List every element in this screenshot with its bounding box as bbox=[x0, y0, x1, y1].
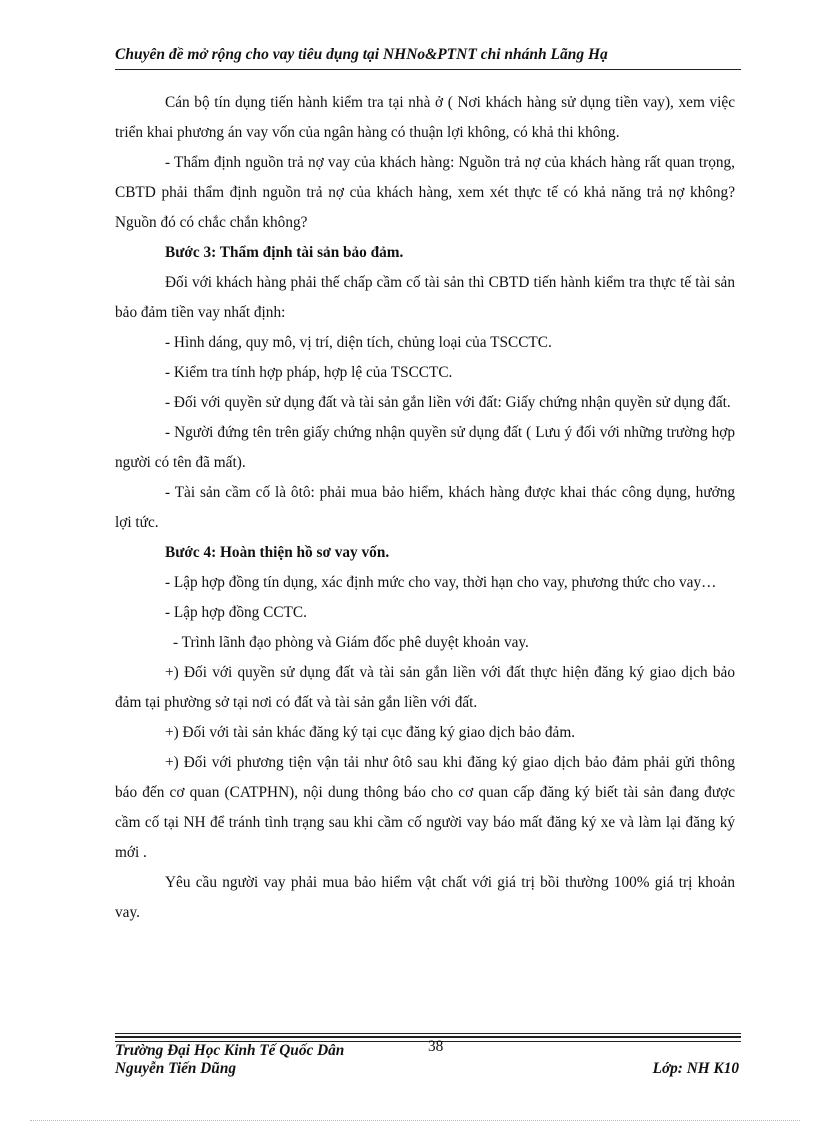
list-item: - Trình lãnh đạo phòng và Giám đốc phê duyệt khoản vay. bbox=[173, 634, 529, 651]
page-number: 38 bbox=[428, 1038, 444, 1055]
footer-author: Nguyễn Tiến Dũng bbox=[115, 1060, 236, 1077]
paragraph: - Thẩm định nguồn trả nợ vay của khách hàng: Nguồn trả nợ của khách hàng rất quan trọng, CBTD phải thẩm định nguồn trả nợ của khách hàng, xem xét thực tế có khả năng trả nợ không? Nguồn đó có chắc chắn không? bbox=[115, 154, 735, 231]
list-item: - Đối với quyền sử dụng đất và tài sản gắn liền với đất: Giấy chứng nhận quyền sử dụng đất. bbox=[165, 394, 731, 411]
list-item: +) Đối với tài sản khác đăng ký tại cục đăng ký giao dịch bảo đảm. bbox=[165, 724, 576, 741]
paragraph: Đối với khách hàng phải thế chấp cầm cố tài sản thì CBTD tiến hành kiểm tra thực tế tài sản bảo đảm tiền vay nhất định: bbox=[115, 274, 735, 321]
paragraph: Cán bộ tín dụng tiến hành kiểm tra tại nhà ở ( Nơi khách hàng sử dụng tiền vay), xem việc triển khai phương án vay vốn của ngân hàng có thuận lợi không, có khả thi không. bbox=[115, 94, 735, 141]
list-item: - Kiểm tra tính hợp pháp, hợp lệ của TSCCTC. bbox=[165, 364, 453, 381]
list-item: - Lập hợp đồng tín dụng, xác định mức cho vay, thời hạn cho vay, phương thức cho vay… bbox=[165, 574, 717, 591]
paragraph: Yêu cầu người vay phải mua bảo hiểm vật chất với giá trị bồi thường 100% giá trị khoản vay. bbox=[115, 874, 735, 921]
document-body bbox=[115, 88, 735, 928]
list-item: +) Đối với quyền sử dụng đất và tài sản gắn liền với đất thực hiện đăng ký giao dịch bảo đảm tại phường sở tại nơi có đất và tài sản gắn liền với đất. bbox=[115, 664, 735, 711]
list-item: - Tài sản cầm cố là ôtô: phải mua bảo hiểm, khách hàng được khai thác công dụng, hưởng lợi tức. bbox=[115, 484, 735, 531]
step-4-heading: Bước 4: Hoàn thiện hồ sơ vay vốn. bbox=[165, 544, 390, 561]
header-divider bbox=[115, 69, 741, 70]
footer-class: Lớp: NH K10 bbox=[652, 1060, 739, 1077]
page-header-title: Chuyên đề mở rộng cho vay tiêu dụng tại NHNo&PTNT chi nhánh Lãng Hạ bbox=[115, 46, 608, 63]
footer-divider-thin bbox=[115, 1033, 741, 1034]
step-3-heading: Bước 3: Thẩm định tài sản bảo đảm. bbox=[165, 244, 404, 261]
page-edge-dotted-line bbox=[30, 1120, 800, 1121]
list-item: - Người đứng tên trên giấy chứng nhận quyền sử dụng đất ( Lưu ý đối với những trường hợp người có tên đã mất). bbox=[115, 424, 735, 471]
list-item: - Hình dáng, quy mô, vị trí, diện tích, chủng loại của TSCCTC. bbox=[165, 334, 552, 351]
list-item: +) Đối với phương tiện vận tải như ôtô sau khi đăng ký giao dịch bảo đảm phải gửi thông báo đến cơ quan (CATPHN), nội dung thông báo cho cơ quan cấp đăng ký biết tài sản đang được cầm cố tại NH để tránh tình trạng sau khi cầm cố người vay báo mất đăng ký xe và làm lại đăng ký mới . bbox=[115, 754, 735, 861]
list-item: - Lập hợp đồng CCTC. bbox=[165, 604, 307, 621]
footer-school: Trường Đại Học Kinh Tế Quốc Dân bbox=[115, 1042, 345, 1059]
